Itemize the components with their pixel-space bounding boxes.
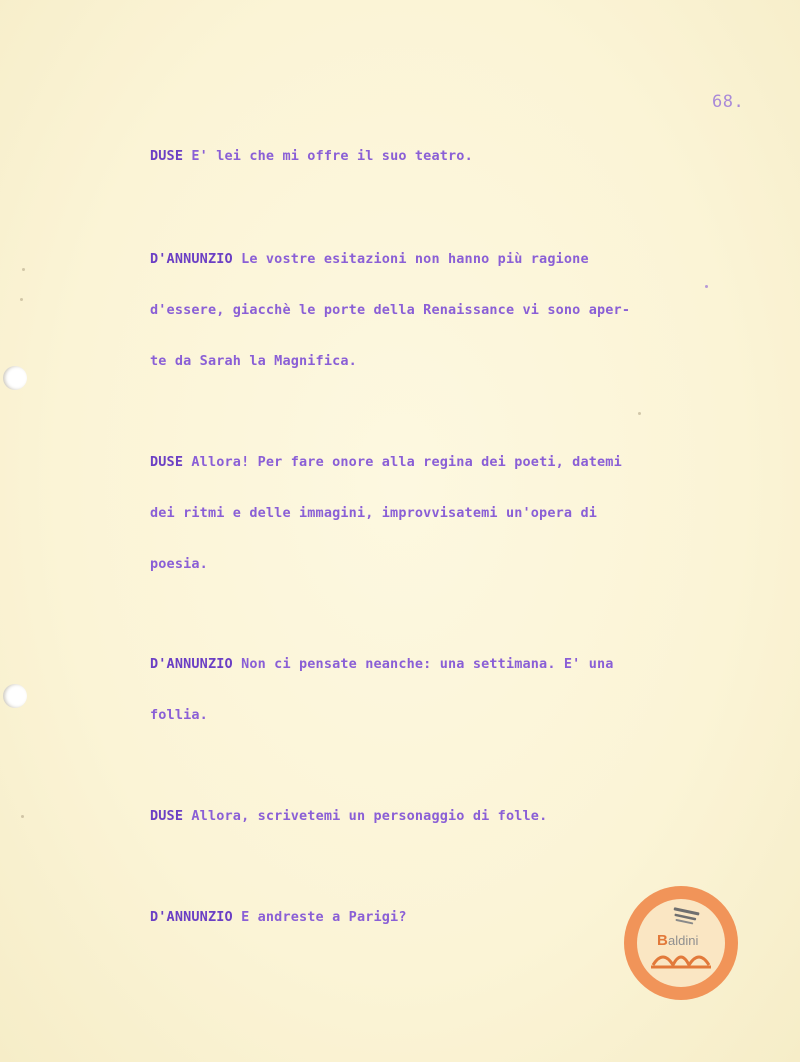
script-line (150, 148, 473, 164)
script-line (150, 505, 597, 521)
paper-speck (21, 815, 24, 818)
script-line (150, 454, 622, 470)
script-line (150, 707, 208, 723)
script-line (150, 353, 357, 369)
line-text: E andreste a Parigi? (241, 909, 407, 925)
line-text: dei ritmi e delle immagini, improvvisatemi un'opera di (150, 505, 597, 521)
speaker-name: D'ANNUNZIO (150, 656, 233, 672)
paper-speck (638, 412, 641, 415)
line-text: Non ci pensate neanche: una settimana. E' una (241, 656, 614, 672)
line-text: Allora, scrivetemi un personaggio di folle. (191, 808, 548, 824)
paper-speck (20, 298, 23, 301)
line-text: d'essere, giacchè le porte della Renaissance vi sono aper- (150, 302, 631, 318)
line-text: poesia. (150, 556, 208, 572)
script-line (150, 909, 407, 925)
line-text: te da Sarah la Magnifica. (150, 353, 357, 369)
speaker-name: DUSE (150, 148, 184, 164)
speaker-name: D'ANNUNZIO (150, 251, 233, 267)
svg-text:aldini: aldini (668, 933, 699, 948)
line-text: Allora! Per fare onore alla regina dei poeti, datemi (191, 454, 622, 470)
script-line (150, 808, 547, 824)
script-line (150, 656, 614, 672)
punch-hole (3, 684, 27, 708)
speaker-name: DUSE (150, 454, 184, 470)
ink-speck (705, 285, 708, 288)
paper-speck (22, 268, 25, 271)
line-text: follia. (150, 707, 208, 723)
page-number: 68. (712, 92, 745, 112)
line-text: E' lei che mi offre il suo teatro. (191, 148, 473, 164)
library-stamp-logo (621, 883, 741, 1003)
speaker-name: DUSE (150, 808, 184, 824)
script-line (150, 302, 630, 318)
speaker-name: D'ANNUNZIO (150, 909, 233, 925)
script-line (150, 556, 208, 572)
svg-text:B: B (657, 932, 668, 949)
script-line (150, 251, 589, 267)
line-text: Le vostre esitazioni non hanno più ragione (241, 251, 589, 267)
punch-hole (3, 366, 27, 390)
